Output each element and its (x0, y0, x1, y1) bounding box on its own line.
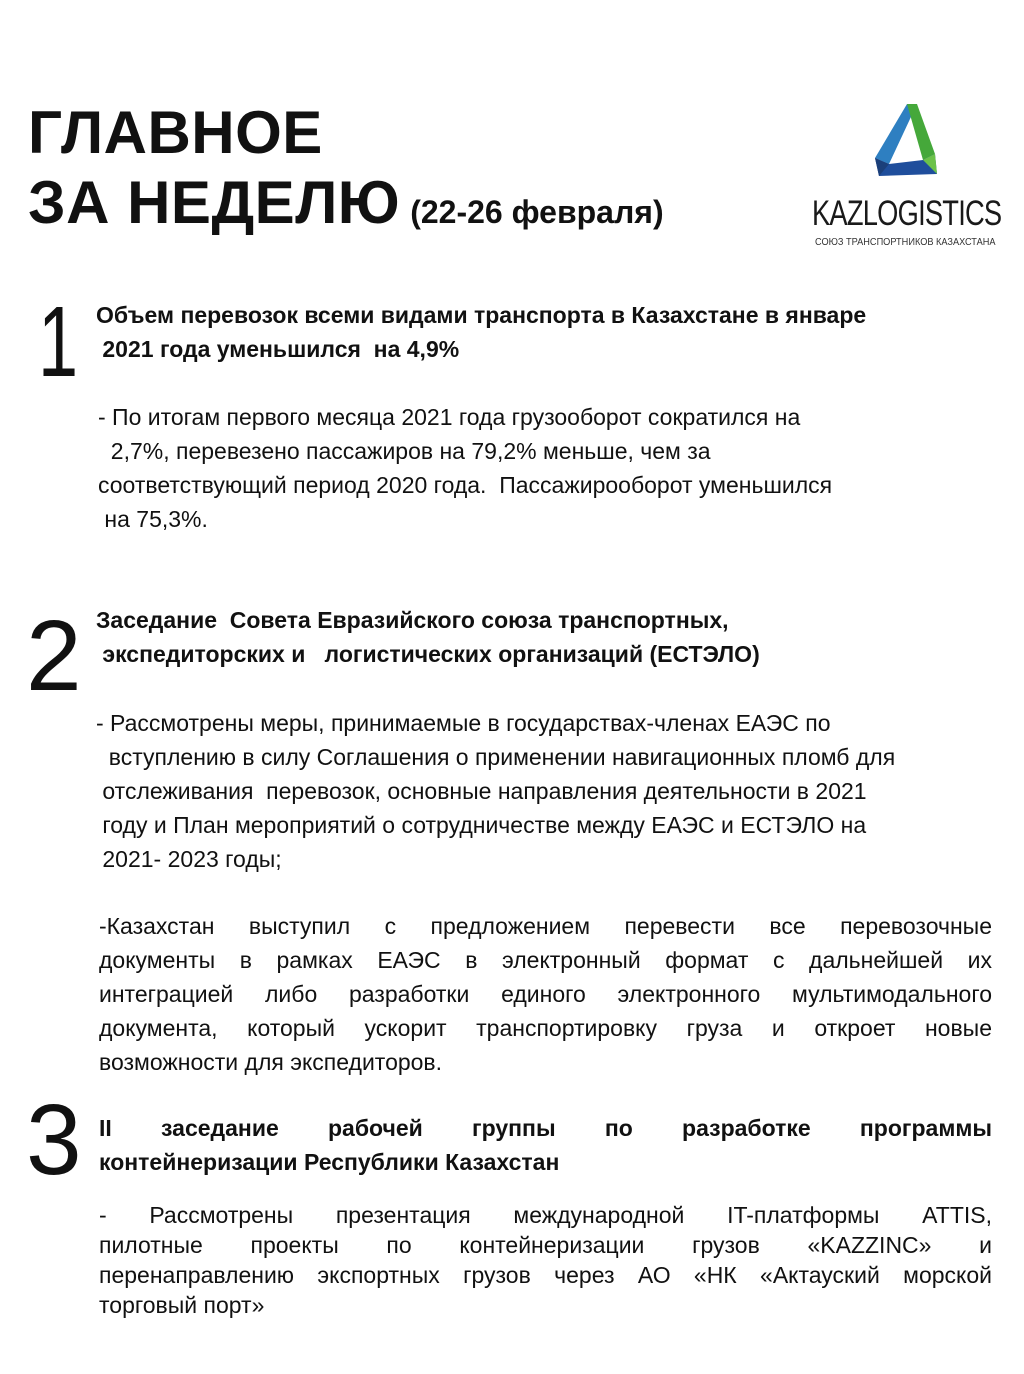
item-1-heading (96, 298, 866, 366)
item-2-body-2-line: -Казахстан выступил с предложением перевести все перевозочные (99, 913, 992, 939)
item-1-heading-line: Объем перевозок всеми видами транспорта в Казахстане в январе (96, 302, 867, 328)
title-line-2 (28, 168, 664, 247)
item-3-heading-line: II заседание рабочей группы по разработке программы (99, 1115, 992, 1141)
item-number-1: 1 (38, 286, 79, 398)
item-3-heading (99, 1111, 992, 1179)
item-2-body-line: вступлению в силу Соглашения о применении навигационных пломб для (96, 744, 896, 770)
item-1-body-line: 2,7%, перевезено пассажиров на 79,2% меньше, чем за (98, 438, 711, 464)
item-1-body-line: соответствующий период 2020 года. Пассажирооборот уменьшился (98, 472, 833, 498)
triangle-logo-icon (867, 100, 939, 182)
item-number-3: 3 (26, 1084, 82, 1196)
item-2-body-2-line: документа, который ускорит транспортировку груза и откроет новые (99, 1015, 992, 1041)
item-1-body-line: на 75,3%. (98, 506, 208, 532)
date-range: (22-26 февраля) (410, 194, 664, 230)
item-2-body-line: 2021- 2023 годы; (96, 846, 282, 872)
item-3-body-line: торговый порт» (99, 1292, 265, 1318)
item-2-body-2 (99, 909, 992, 1079)
item-2-heading-line: Заседание Совета Евразийского союза транспортных, (96, 607, 729, 633)
logo-tagline: СОЮЗ ТРАНСПОРТНИКОВ КАЗАХСТАНА (815, 237, 996, 248)
item-2-body-line: отслеживания перевозок, основные направления деятельности в 2021 (96, 778, 867, 804)
title-line-2-text: ЗА НЕДЕЛЮ (28, 169, 401, 236)
item-2-heading-line: экспедиторских и логистических организаций (ЕСТЭЛО) (96, 641, 760, 667)
item-3-body-line: - Рассмотрены презентация международной IT-платформы ATTIS, (99, 1202, 992, 1228)
item-2-body-2-line: интеграцией либо разработки единого электронного мультимодального (99, 981, 992, 1007)
item-2-body-2-line: документы в рамках ЕАЭС в электронный формат с дальнейшей их (99, 947, 992, 973)
item-2-body-line: - Рассмотрены меры, принимаемые в государствах-членах ЕАЭС по (96, 710, 831, 736)
item-2-body-2-line: возможности для экспедиторов. (99, 1049, 443, 1075)
page-title (28, 98, 664, 247)
item-3-body-line: перенаправлению экспортных грузов через АО «НК «Актауский морской (99, 1262, 992, 1288)
item-2-body (96, 706, 895, 876)
item-1-heading-line: 2021 года уменьшился на 4,9% (96, 336, 460, 362)
item-1-body-line: - По итогам первого месяца 2021 года грузооборот сократился на (98, 404, 801, 430)
item-1-body (98, 400, 832, 536)
title-line-1: ГЛАВНОЕ (28, 99, 323, 166)
kazlogistics-logo (812, 100, 1002, 260)
item-2-heading (96, 603, 760, 671)
item-3-body-line: пилотные проекты по контейнеризации грузов «KAZZINC» и (99, 1232, 992, 1258)
item-3-body (99, 1200, 992, 1320)
item-number-2: 2 (26, 600, 82, 712)
logo-brand-text: KAZLOGISTICS (812, 194, 1002, 233)
item-3-heading-line: контейнеризации Республики Казахстан (99, 1149, 560, 1175)
item-2-body-line: году и План мероприятий о сотрудничестве между ЕАЭС и ЕСТЭЛО на (96, 812, 867, 838)
